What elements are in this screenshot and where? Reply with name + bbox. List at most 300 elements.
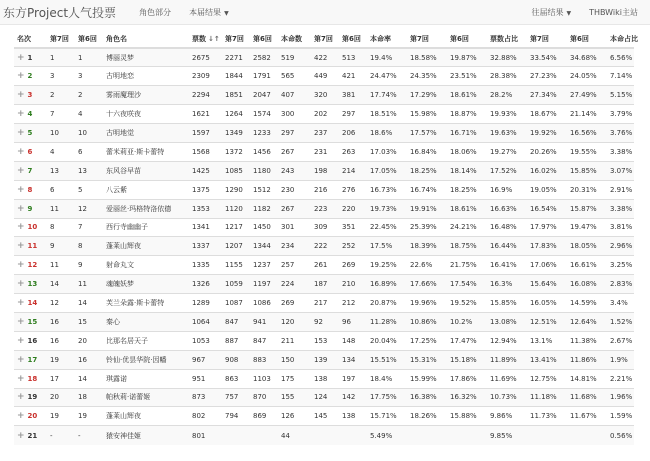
table-cell: 44 xyxy=(278,426,311,445)
table-cell: 11 xyxy=(47,199,75,218)
expand-plus-icon[interactable]: + xyxy=(17,373,25,384)
table-cell: 2294 xyxy=(189,86,222,105)
table-cell xyxy=(222,426,250,445)
table-row[interactable] xyxy=(14,67,634,86)
table-cell: 120 xyxy=(278,312,311,331)
nav-item-label: 本届结果 xyxy=(189,7,222,17)
table-cell: 951 xyxy=(189,369,222,388)
rank-value: 14 xyxy=(27,299,38,308)
table-cell xyxy=(311,426,339,445)
table-cell: 11.18% xyxy=(527,388,567,407)
table-cell: 13 xyxy=(47,161,75,180)
table-cell: 198 xyxy=(311,161,339,180)
brand-title[interactable]: 东方Project人气投票 xyxy=(3,5,117,20)
table-cell xyxy=(250,426,278,445)
table-cell: 12.94% xyxy=(487,331,527,350)
table-cell: 20.04% xyxy=(367,331,407,350)
column-header-label: 角色名 xyxy=(106,35,127,43)
table-cell: 13 xyxy=(75,161,103,180)
table-row[interactable] xyxy=(14,331,634,350)
table-cell: 5.15% xyxy=(607,86,634,105)
table-cell: 15.51% xyxy=(367,350,407,369)
table-row[interactable] xyxy=(14,388,634,407)
table-cell: 16.08% xyxy=(567,275,607,294)
table-cell: 15.88% xyxy=(447,407,487,426)
table-row[interactable] xyxy=(14,312,634,331)
table-cell: 16.38% xyxy=(407,388,447,407)
column-header[interactable] xyxy=(47,31,75,48)
column-header[interactable] xyxy=(447,31,487,48)
table-cell: 十六夜咲夜 xyxy=(103,105,189,124)
rank-value: 13 xyxy=(27,280,38,289)
table-cell: 蓬莱山辉夜 xyxy=(103,237,189,256)
expand-plus-icon[interactable]: + xyxy=(17,203,25,214)
table-cell: 1621 xyxy=(189,105,222,124)
rank-value: 11 xyxy=(27,242,38,251)
table-cell: 10.73% xyxy=(487,388,527,407)
table-cell: 802 xyxy=(189,407,222,426)
table-cell: 2.21% xyxy=(607,369,634,388)
table-cell: 967 xyxy=(189,350,222,369)
table-cell: 9.85% xyxy=(487,426,527,445)
column-header[interactable] xyxy=(278,31,311,48)
table-cell: 3.07% xyxy=(607,161,634,180)
table-cell: 21.14% xyxy=(567,105,607,124)
expand-plus-icon[interactable]: + xyxy=(17,109,25,120)
table-cell: 150 xyxy=(278,350,311,369)
table-cell: 24.05% xyxy=(567,67,607,86)
table-cell: - xyxy=(47,426,75,445)
table-cell: 爱丽丝·玛格特洛依德 xyxy=(103,199,189,218)
table-cell: 4 xyxy=(47,142,75,161)
table-cell: 19.47% xyxy=(567,218,607,237)
rank-cell xyxy=(14,237,47,256)
table-cell: 18.67% xyxy=(527,105,567,124)
table-cell: 17.54% xyxy=(447,275,487,294)
table-cell: 18.61% xyxy=(447,199,487,218)
table-cell: 222 xyxy=(311,237,339,256)
table-cell: 17.97% xyxy=(527,218,567,237)
table-cell: 8 xyxy=(47,218,75,237)
table-cell: 16 xyxy=(47,312,75,331)
table-cell: 1120 xyxy=(222,199,250,218)
table-cell: 2271 xyxy=(222,48,250,67)
table-cell: 1844 xyxy=(222,67,250,86)
table-row[interactable] xyxy=(14,350,634,369)
expand-plus-icon[interactable]: + xyxy=(17,392,25,403)
table-cell: 139 xyxy=(311,350,339,369)
expand-plus-icon[interactable]: + xyxy=(17,90,25,101)
expand-plus-icon[interactable]: + xyxy=(17,260,25,271)
column-header[interactable] xyxy=(487,31,527,48)
table-cell: 1450 xyxy=(250,218,278,237)
nav-item-past-results[interactable] xyxy=(522,7,580,18)
table-cell: 847 xyxy=(250,331,278,350)
table-row[interactable] xyxy=(14,369,634,388)
table-cell xyxy=(339,426,367,445)
table-cell: 1197 xyxy=(250,275,278,294)
table-cell: 1086 xyxy=(250,294,278,313)
column-header[interactable] xyxy=(189,31,222,48)
table-cell: 1568 xyxy=(189,142,222,161)
table-row[interactable] xyxy=(14,161,634,180)
table-cell: 1335 xyxy=(189,256,222,275)
expand-plus-icon[interactable]: + xyxy=(17,241,25,252)
table-cell: 12 xyxy=(47,294,75,313)
table-cell: 12.64% xyxy=(567,312,607,331)
column-header[interactable] xyxy=(607,31,638,48)
expand-plus-icon[interactable]: + xyxy=(17,430,25,441)
table-cell: 1851 xyxy=(222,86,250,105)
table-cell: 869 xyxy=(250,407,278,426)
table-cell: 297 xyxy=(339,105,367,124)
column-header[interactable] xyxy=(527,31,567,48)
table-cell: 19.91% xyxy=(407,199,447,218)
table-cell: 28.38% xyxy=(487,67,527,86)
table-cell: 217 xyxy=(311,294,339,313)
table-cell: 422 xyxy=(311,48,339,67)
table-cell: 18 xyxy=(75,388,103,407)
table-cell: 1597 xyxy=(189,124,222,143)
table-cell: 1337 xyxy=(189,237,222,256)
expand-plus-icon[interactable]: + xyxy=(17,354,25,365)
table-cell: 15.31% xyxy=(407,350,447,369)
nav-item-thbwiki[interactable] xyxy=(580,7,647,18)
table-cell: 12.51% xyxy=(527,312,567,331)
table-cell: 300 xyxy=(278,105,311,124)
table-cell: 20 xyxy=(75,331,103,350)
table-cell: 1290 xyxy=(222,180,250,199)
table-cell: 蓬莱山辉夜 xyxy=(103,407,189,426)
table-cell: 7 xyxy=(47,105,75,124)
table-cell: 1512 xyxy=(250,180,278,199)
table-cell: 27.49% xyxy=(567,86,607,105)
table-cell xyxy=(447,426,487,445)
table-cell: 1344 xyxy=(250,237,278,256)
table-cell: 2675 xyxy=(189,48,222,67)
table-cell: 407 xyxy=(278,86,311,105)
table-cell: 230 xyxy=(278,180,311,199)
column-header-label: 第6回 xyxy=(253,35,272,43)
rank-value: 17 xyxy=(27,355,38,364)
table-cell: 2.91% xyxy=(607,180,634,199)
table-row[interactable] xyxy=(14,407,634,426)
table-cell: 14.59% xyxy=(567,294,607,313)
nav-left xyxy=(130,7,238,18)
table-row[interactable] xyxy=(14,199,634,218)
table-cell xyxy=(527,426,567,445)
table-cell: 883 xyxy=(250,350,278,369)
table-cell: 565 xyxy=(278,67,311,86)
table-cell: 2309 xyxy=(189,67,222,86)
column-header[interactable] xyxy=(567,31,607,48)
table-cell: 2 xyxy=(75,86,103,105)
table-cell: 211 xyxy=(278,331,311,350)
table-cell: 6 xyxy=(47,180,75,199)
table-cell: 17 xyxy=(47,369,75,388)
table-cell: 18.26% xyxy=(407,407,447,426)
expand-plus-icon[interactable]: + xyxy=(17,146,25,157)
column-header[interactable] xyxy=(103,31,189,48)
table-cell: 887 xyxy=(222,331,250,350)
expand-plus-icon[interactable]: + xyxy=(17,52,25,63)
table-cell: 8 xyxy=(75,237,103,256)
table-cell: 3.38% xyxy=(607,199,634,218)
column-header-label: 第7回 xyxy=(314,35,333,43)
table-cell: 19.25% xyxy=(367,256,407,275)
table-cell: 223 xyxy=(311,199,339,218)
table-cell: 3.76% xyxy=(607,124,634,143)
table-cell: 28.2% xyxy=(487,86,527,105)
table-cell: 11 xyxy=(75,275,103,294)
column-header-label: 第7回 xyxy=(410,35,429,43)
table-cell: 18.06% xyxy=(447,142,487,161)
table-row[interactable] xyxy=(14,426,634,445)
table-cell: 19.05% xyxy=(527,180,567,199)
table-cell: 23.51% xyxy=(447,67,487,86)
table-cell: 9 xyxy=(75,256,103,275)
rank-value: 21 xyxy=(27,431,38,440)
table-cell: 243 xyxy=(278,161,311,180)
table-row[interactable] xyxy=(14,275,634,294)
expand-plus-icon[interactable]: + xyxy=(17,184,25,195)
table-row[interactable] xyxy=(14,105,634,124)
column-header[interactable] xyxy=(75,31,103,48)
table-cell: 17.03% xyxy=(367,142,407,161)
table-cell xyxy=(407,426,447,445)
rank-cell xyxy=(14,124,47,143)
table-row[interactable] xyxy=(14,124,634,143)
table-cell: 252 xyxy=(339,237,367,256)
table-cell: 1053 xyxy=(189,331,222,350)
table-cell: 芙兰朵露·斯卡蕾特 xyxy=(103,294,189,313)
table-cell: 801 xyxy=(189,426,222,445)
expand-plus-icon[interactable]: + xyxy=(17,279,25,290)
nav-item-label: 角色部分 xyxy=(139,7,172,17)
column-header-label: 本命数 xyxy=(281,35,302,43)
table-cell: 16.3% xyxy=(487,275,527,294)
table-cell: 3 xyxy=(47,67,75,86)
table-cell: 11.38% xyxy=(567,331,607,350)
table-cell: 351 xyxy=(339,218,367,237)
nav-item-characters[interactable] xyxy=(130,7,180,18)
table-cell: 16.63% xyxy=(487,199,527,218)
table-cell: 15.18% xyxy=(447,350,487,369)
column-header[interactable] xyxy=(339,31,367,48)
rank-value: 1 xyxy=(27,53,33,62)
table-cell: 145 xyxy=(311,407,339,426)
expand-plus-icon[interactable]: + xyxy=(17,298,25,309)
table-cell: 1341 xyxy=(189,218,222,237)
table-cell: 216 xyxy=(311,180,339,199)
column-header[interactable] xyxy=(311,31,339,48)
expand-plus-icon[interactable]: + xyxy=(17,71,25,82)
table-cell: 1.9% xyxy=(607,350,634,369)
table-cell: 1289 xyxy=(189,294,222,313)
expand-plus-icon[interactable]: + xyxy=(17,335,25,346)
table-row[interactable] xyxy=(14,142,634,161)
rank-value: 7 xyxy=(27,166,33,175)
rank-value: 10 xyxy=(27,223,38,232)
table-cell: 18.51% xyxy=(367,105,407,124)
table-cell: 14 xyxy=(75,294,103,313)
table-cell: 17.74% xyxy=(367,86,407,105)
expand-plus-icon[interactable]: + xyxy=(17,128,25,138)
table-row[interactable] xyxy=(14,237,634,256)
table-cell: 175 xyxy=(278,369,311,388)
table-cell: 276 xyxy=(339,180,367,199)
table-cell: 12 xyxy=(75,199,103,218)
table-cell: 10.2% xyxy=(447,312,487,331)
table-cell: 19.4% xyxy=(367,48,407,67)
table-cell: 1.96% xyxy=(607,388,634,407)
table-cell: 309 xyxy=(311,218,339,237)
expand-plus-icon[interactable]: + xyxy=(17,316,25,327)
table-cell: 17.66% xyxy=(407,275,447,294)
table-cell: 1791 xyxy=(250,67,278,86)
table-cell: 16.56% xyxy=(567,124,607,143)
rank-cell xyxy=(14,294,47,313)
table-cell: 16.74% xyxy=(407,180,447,199)
rank-value: 18 xyxy=(27,374,38,383)
table-cell: 19.73% xyxy=(367,199,407,218)
table-cell: 16.44% xyxy=(487,237,527,256)
table-cell: 19.87% xyxy=(447,48,487,67)
table-cell: 10 xyxy=(47,124,75,143)
table-cell: 17.25% xyxy=(407,331,447,350)
nav-right xyxy=(522,0,647,25)
column-header[interactable] xyxy=(222,31,250,48)
table-cell: 269 xyxy=(278,294,311,313)
rank-cell xyxy=(14,426,47,445)
table-cell: 320 xyxy=(311,86,339,105)
nav-item-current-results[interactable] xyxy=(180,7,238,18)
table-cell: 11.73% xyxy=(527,407,567,426)
table-cell: 1.52% xyxy=(607,312,634,331)
table-cell: 126 xyxy=(278,407,311,426)
rank-cell xyxy=(14,86,47,105)
table-cell: - xyxy=(75,426,103,445)
table-cell: 2047 xyxy=(250,86,278,105)
table-cell: 267 xyxy=(278,142,311,161)
table-cell: 16.71% xyxy=(447,124,487,143)
table-cell: 2582 xyxy=(250,48,278,67)
rank-value: 3 xyxy=(27,91,33,100)
table-cell: 18.25% xyxy=(447,180,487,199)
table-row[interactable] xyxy=(14,48,634,67)
table-cell: 15 xyxy=(75,312,103,331)
table-cell: 14 xyxy=(75,369,103,388)
table-cell: 1059 xyxy=(222,275,250,294)
expand-plus-icon[interactable]: + xyxy=(17,222,25,233)
table-cell: 421 xyxy=(339,67,367,86)
expand-plus-icon[interactable]: + xyxy=(17,165,25,176)
table-cell: 1.59% xyxy=(607,407,634,426)
column-header-label: 第7回 xyxy=(530,35,549,43)
column-header[interactable] xyxy=(407,31,447,48)
table-cell: 16.9% xyxy=(487,180,527,199)
sort-icon[interactable]: ↓↑ xyxy=(208,35,220,43)
table-cell: 210 xyxy=(339,275,367,294)
table-cell: 237 xyxy=(311,124,339,143)
table-cell: 794 xyxy=(222,407,250,426)
table-cell: 10 xyxy=(75,124,103,143)
table-row[interactable] xyxy=(14,218,634,237)
table-cell: 16.54% xyxy=(527,199,567,218)
table-cell: 124 xyxy=(311,388,339,407)
table-cell: 519 xyxy=(278,48,311,67)
rank-cell xyxy=(14,407,47,426)
table-cell: 6.56% xyxy=(607,48,634,67)
rank-value: 19 xyxy=(27,393,38,402)
table-cell: 220 xyxy=(339,199,367,218)
column-header-label: 第6回 xyxy=(570,35,589,43)
rank-value: 16 xyxy=(27,336,38,345)
column-header[interactable] xyxy=(250,31,278,48)
table-row[interactable] xyxy=(14,180,634,199)
column-header[interactable] xyxy=(367,31,407,48)
table-cell: 16.05% xyxy=(527,294,567,313)
table-cell: 博丽灵梦 xyxy=(103,48,189,67)
navbar xyxy=(0,0,650,25)
table-cell: 757 xyxy=(222,388,250,407)
table-cell: 16.48% xyxy=(487,218,527,237)
table-cell: 1182 xyxy=(250,199,278,218)
table-cell: 153 xyxy=(311,331,339,350)
table-cell: 873 xyxy=(189,388,222,407)
table-row[interactable] xyxy=(14,294,634,313)
table-cell: 14 xyxy=(47,275,75,294)
table-cell: 18.6% xyxy=(367,124,407,143)
expand-plus-icon[interactable]: + xyxy=(17,411,25,422)
column-header-label: 第6回 xyxy=(342,35,361,43)
table-cell: 琪露诺 xyxy=(103,369,189,388)
table-cell: 7.14% xyxy=(607,67,634,86)
table-cell: 八云紫 xyxy=(103,180,189,199)
table-cell: 比那名居天子 xyxy=(103,331,189,350)
table-row[interactable] xyxy=(14,86,634,105)
table-cell: 18.61% xyxy=(447,86,487,105)
table-cell: 297 xyxy=(278,124,311,143)
table-cell: 197 xyxy=(339,369,367,388)
table-row[interactable] xyxy=(14,256,634,275)
table-cell: 20.26% xyxy=(527,142,567,161)
column-header-label: 名次 xyxy=(17,35,31,43)
rank-value: 12 xyxy=(27,261,38,270)
table-cell: 18.87% xyxy=(447,105,487,124)
table-cell: 17.83% xyxy=(527,237,567,256)
column-header[interactable] xyxy=(14,31,47,48)
table-cell: 3.25% xyxy=(607,256,634,275)
table-cell: 1372 xyxy=(222,142,250,161)
table-cell: 帕秋莉·诺蕾姬 xyxy=(103,388,189,407)
rank-value: 2 xyxy=(27,72,33,81)
column-header-label: 第6回 xyxy=(78,35,97,43)
table-cell: 18.75% xyxy=(447,237,487,256)
column-header-label: 本命占比 xyxy=(610,35,638,43)
table-cell: 187 xyxy=(311,275,339,294)
table-cell: 2.83% xyxy=(607,275,634,294)
rank-cell xyxy=(14,331,47,350)
table-cell: 17.52% xyxy=(487,161,527,180)
table-cell: 18.05% xyxy=(567,237,607,256)
table-cell: 1085 xyxy=(222,161,250,180)
table-cell: 6 xyxy=(75,142,103,161)
table-cell: 134 xyxy=(339,350,367,369)
column-header-label: 本命率 xyxy=(370,35,391,43)
table-cell: 西行寺幽幽子 xyxy=(103,218,189,237)
rank-cell xyxy=(14,275,47,294)
